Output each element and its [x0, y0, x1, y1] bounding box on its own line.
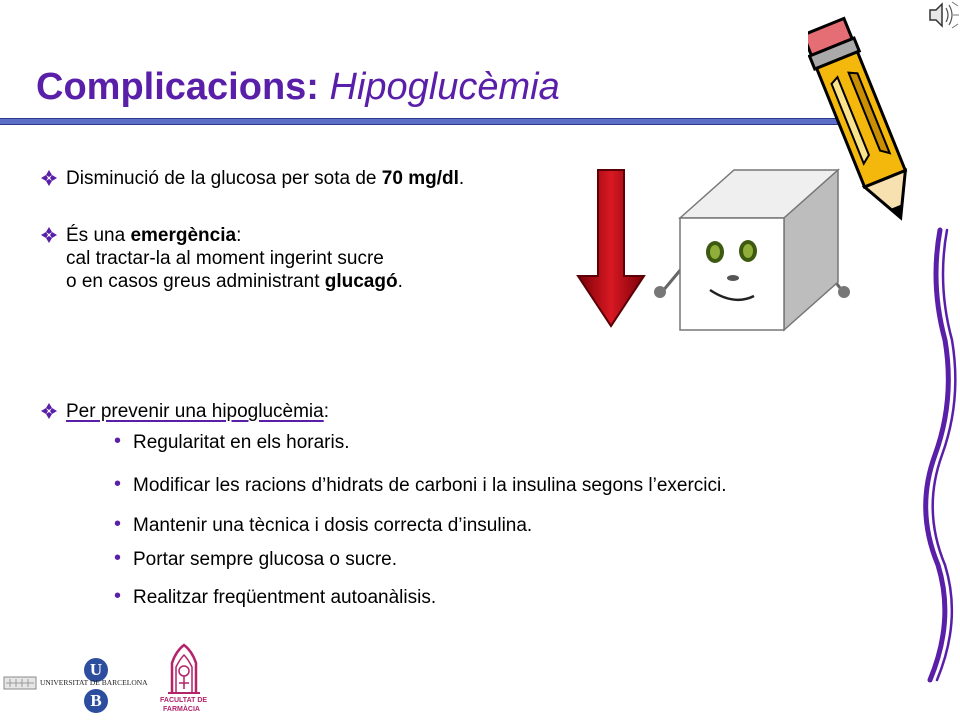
bullet-dot-icon: • — [114, 585, 122, 607]
title-bold: Complicacions: — [36, 66, 319, 108]
decorative-squiggle — [900, 225, 960, 685]
page-title — [36, 66, 560, 109]
bullet-dot-icon: • — [114, 547, 122, 569]
p3-post: : — [323, 401, 329, 422]
seal-logo-icon — [2, 671, 38, 693]
p2-line2: cal tractar-la al moment ingerint sucre — [66, 248, 384, 269]
diamond-bullet-icon — [40, 169, 58, 187]
point-hypoglycemia-definition — [40, 167, 600, 191]
p2-line1-pre: És una — [66, 225, 131, 246]
bullet-dot-icon: • — [114, 513, 122, 535]
faculty-crest-icon — [164, 641, 206, 697]
ub-logo-b: B — [84, 689, 108, 713]
ub-logo-u: U — [84, 658, 108, 682]
speaker-icon[interactable] — [926, 0, 960, 30]
bullet-dot-icon: • — [114, 430, 122, 452]
p2-line1-bold: emergència — [130, 225, 237, 246]
p2-line1-post: : — [236, 225, 242, 246]
point-emergency — [40, 224, 600, 299]
faculty-name-line2: FARMÀCIA — [163, 706, 200, 713]
p1-bold: 70 mg/dl — [381, 168, 459, 189]
diamond-bullet-icon — [40, 402, 58, 420]
pencil-illustration — [808, 2, 908, 232]
title-italic: Hipoglucèmia — [329, 66, 560, 108]
p1-text: Disminució de la glucosa per sota de — [66, 168, 382, 189]
p2-line3-bold: glucagó — [324, 271, 398, 292]
ub-name: UNIVERSITAT DE BARCELONA — [40, 678, 148, 687]
bullet-dot-icon: • — [114, 473, 122, 495]
down-arrow-icon — [574, 166, 648, 330]
faculty-name-line1: FACULTAT DE — [160, 697, 208, 704]
p1-post: . — [458, 168, 465, 189]
p2-line3-post: . — [397, 271, 403, 292]
diamond-bullet-icon — [40, 226, 58, 244]
point-prevention — [40, 400, 600, 426]
p2-line3-pre: o en casos greus administrant — [66, 271, 325, 292]
p3-underlined: Per prevenir una hipoglucèmia — [66, 401, 324, 422]
title-rule — [0, 118, 845, 125]
